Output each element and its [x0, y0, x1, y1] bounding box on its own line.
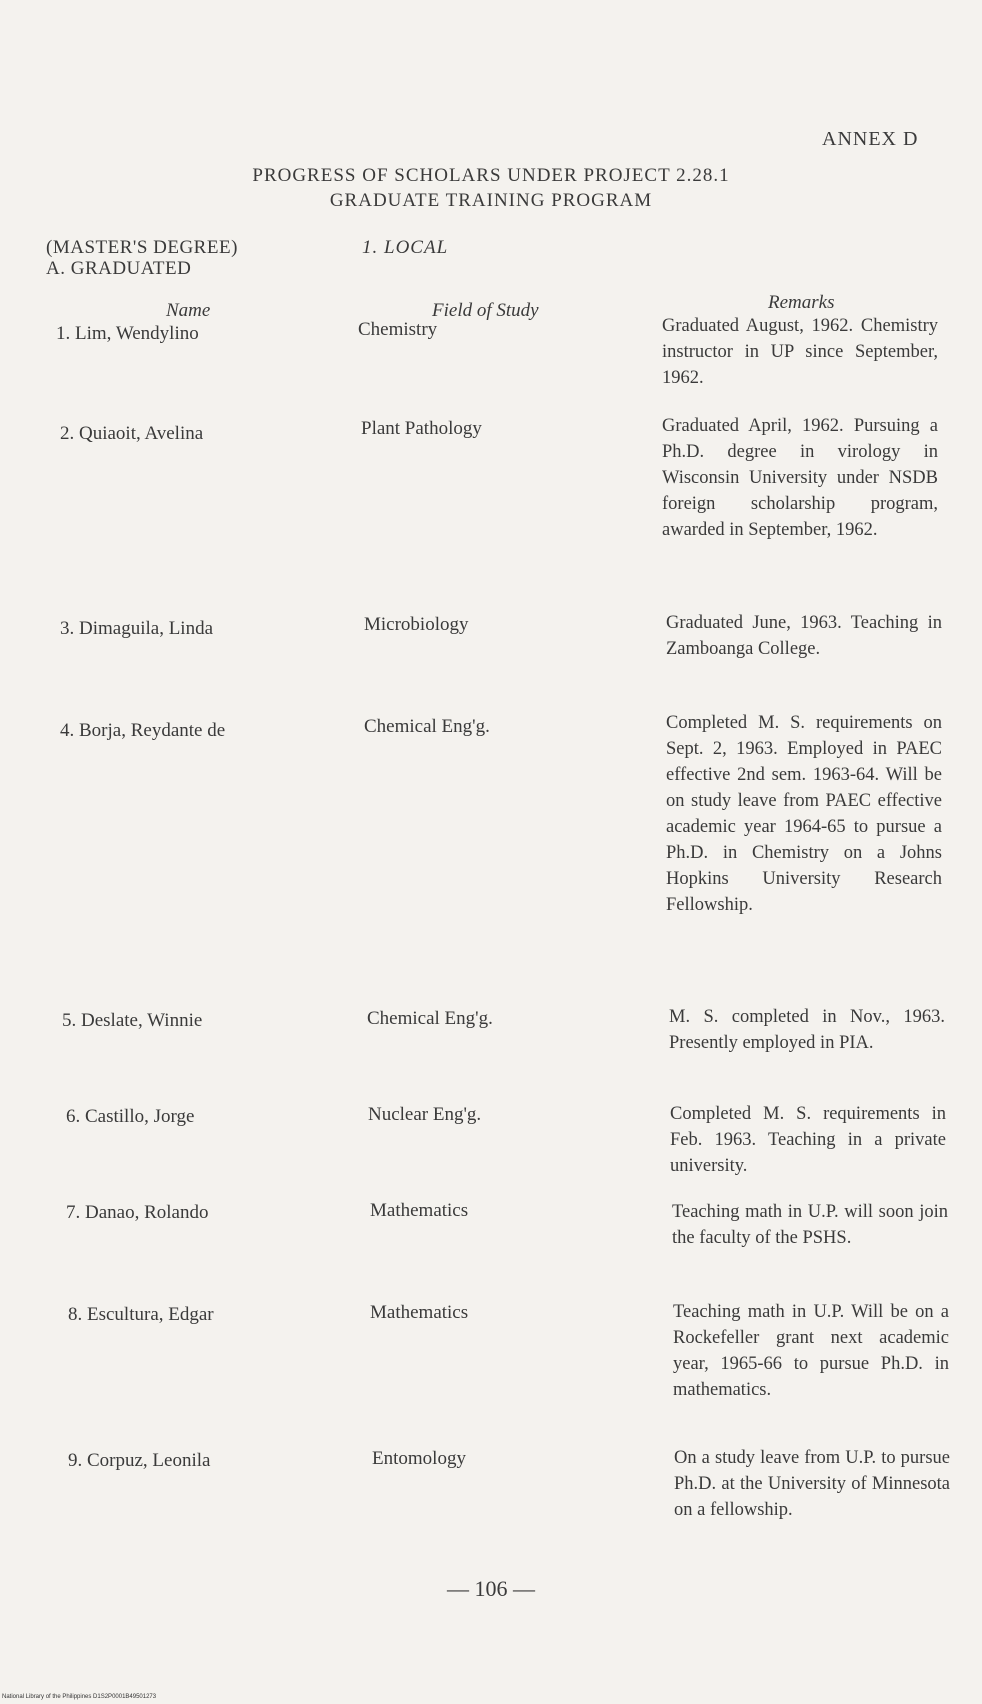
row-name: 7. Danao, Rolando	[66, 1202, 209, 1223]
row-field: Entomology	[372, 1448, 466, 1469]
subsection-label	[362, 237, 448, 259]
row-remarks: Graduated June, 1963. Teaching in Zamboanga College.	[666, 613, 942, 659]
row-remarks: Graduated April, 1962. Pursuing a Ph.D. degree in virology in Wisconsin University under NSDB foreign scholarship program, awarded in September, 1962.	[662, 416, 938, 540]
column-header-field: Field of Study	[432, 300, 539, 321]
row-name: 2. Quiaoit, Avelina	[60, 423, 204, 444]
row-field: Microbiology	[364, 614, 469, 635]
column-header-name: Name	[166, 300, 211, 321]
footer-watermark: National Library of the Philippines D1S2P0001B49501273	[2, 1694, 157, 1700]
row-field: Mathematics	[370, 1200, 469, 1221]
row-field: Chemical Eng'g.	[367, 1008, 493, 1029]
row-remarks: Teaching math in U.P. Will be on a Rockefeller grant next academic year, 1965-66 to pursue Ph.D. in mathematics.	[673, 1302, 949, 1400]
row-field: Chemistry	[358, 319, 438, 340]
page-number: — 106 —	[447, 1576, 535, 1601]
subsection-text: 1. LOCAL	[362, 237, 449, 258]
row-name: 1. Lim, Wendylino	[56, 323, 199, 344]
row-remarks: Graduated August, 1962. Chemistry instructor in UP since September, 1962.	[662, 316, 938, 388]
degree-label: (MASTER'S DEGREE)	[46, 237, 238, 258]
section-label: A. GRADUATED	[46, 258, 192, 279]
row-field: Chemical Eng'g.	[364, 716, 490, 737]
row-remarks: Completed M. S. requirements in Feb. 1963. Teaching in a private university.	[670, 1104, 946, 1176]
annex-label: ANNEX D	[822, 128, 919, 150]
row-field: Nuclear Eng'g.	[368, 1104, 482, 1125]
row-name: 8. Escultura, Edgar	[68, 1304, 214, 1325]
row-field: Plant Pathology	[361, 418, 482, 439]
page-title-line2: GRADUATE TRAINING PROGRAM	[329, 190, 653, 211]
row-name: 3. Dimaguila, Linda	[60, 618, 214, 639]
row-remarks: Completed M. S. requirements on Sept. 2, 1963. Employed in PAEC effective 2nd sem. 1963-64. Will be on study leave from PAEC effective academic year 1964-65 to pursue a Ph.D. in Chemistry on a Johns Hopkins University Research Fellowship.	[666, 713, 942, 915]
page-title-line1: PROGRESS OF SCHOLARS UNDER PROJECT 2.28.1	[252, 165, 730, 186]
row-name: 4. Borja, Reydante de	[60, 720, 226, 741]
row-remarks: On a study leave from U.P. to pursue Ph.D. at the University of Minnesota on a fellowship.	[674, 1448, 950, 1520]
row-name: 6. Castillo, Jorge	[66, 1106, 195, 1127]
row-remarks: M. S. completed in Nov., 1963. Presently employed in PIA.	[669, 1007, 945, 1053]
row-remarks: Teaching math in U.P. will soon join the faculty of the PSHS.	[672, 1202, 948, 1248]
row-name: 5. Deslate, Winnie	[62, 1010, 203, 1031]
row-field: Mathematics	[370, 1302, 469, 1323]
column-header-remarks: Remarks	[768, 292, 835, 313]
row-name: 9. Corpuz, Leonila	[68, 1450, 211, 1471]
